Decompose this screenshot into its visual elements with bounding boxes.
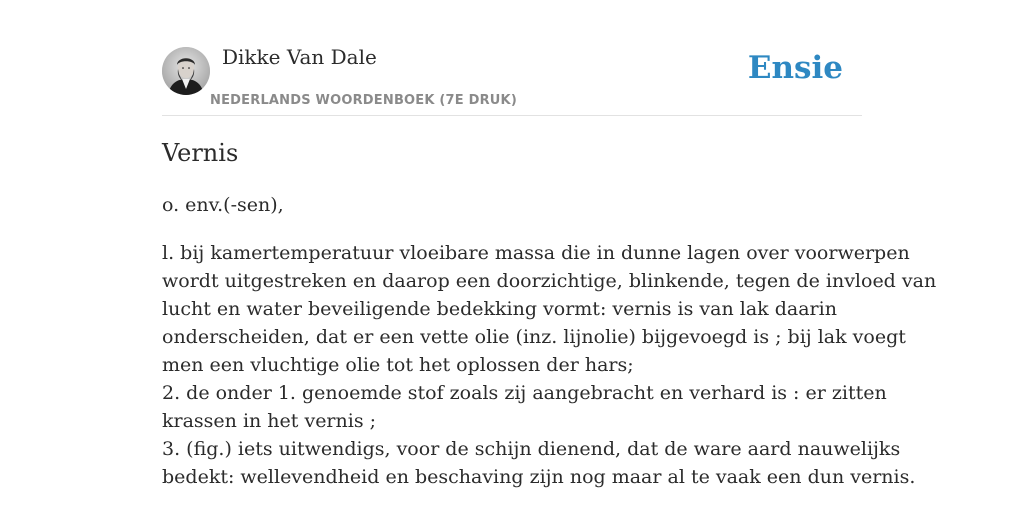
definition-line: l. bij kamertemperatuur vloeibare massa die in dunne lagen over voorwerpen	[162, 242, 910, 264]
definition-line: wordt uitgestreken en daarop een doorzichtige, blinkende, tegen de invloed van	[162, 270, 937, 292]
definition-line: krassen in het vernis ;	[162, 410, 377, 432]
definition-line: 3. (fig.) iets uitwendigs, voor de schijn dienend, dat de ware aard nauwelijks	[162, 438, 901, 460]
definition-line: men een vluchtige olie tot het oplossen der hars;	[162, 354, 634, 376]
definition-line: 2. de onder 1. genoemde stof zoals zij aangebracht en verhard is : er zitten	[162, 382, 887, 404]
definition-line: bedekt: wellevendheid en beschaving zijn nog maar al te vaak een dun vernis.	[162, 466, 916, 488]
avatar[interactable]	[162, 47, 210, 95]
definition-line: onderscheiden, dat er een vette olie (inz. lijnolie) bijgevoegd is ; bij lak voegt	[162, 326, 906, 348]
author-name[interactable]: Dikke Van Dale	[222, 45, 377, 69]
entry-card	[162, 0, 937, 512]
entry-definition	[162, 239, 937, 491]
entry-grammar: o. env.(-sen),	[162, 194, 284, 216]
definition-line: lucht en water beveiligende bedekking vormt: vernis is van lak daarin	[162, 298, 837, 320]
entry-header	[162, 0, 862, 116]
portrait-photo-icon	[162, 47, 210, 95]
entry-term: Vernis	[162, 139, 239, 167]
source-label[interactable]: NEDERLANDS WOORDENBOEK (7E DRUK)	[210, 93, 517, 108]
ensie-logo[interactable]: Ensie	[747, 50, 843, 86]
